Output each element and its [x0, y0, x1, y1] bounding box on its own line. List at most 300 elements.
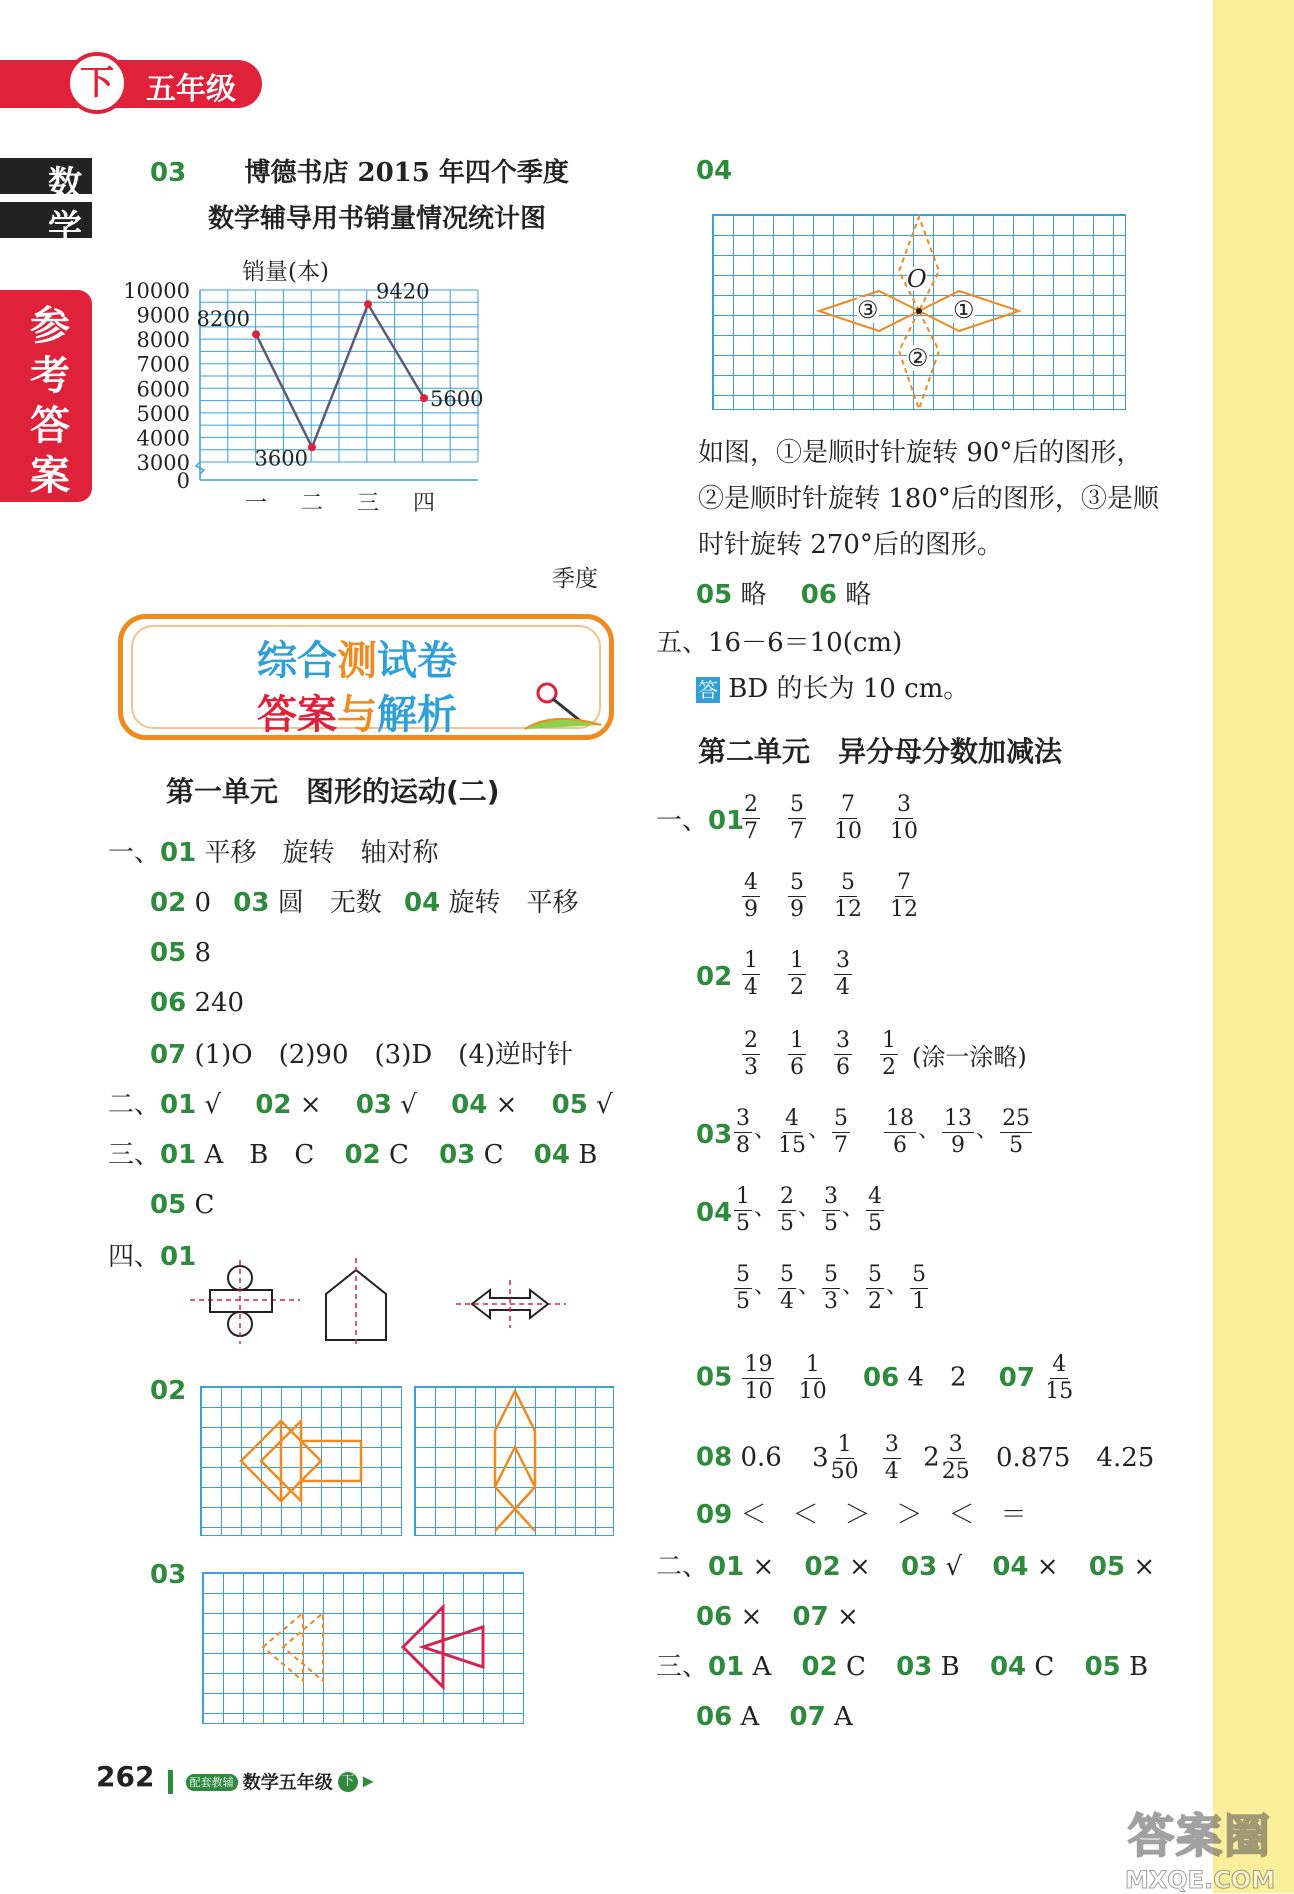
fraction-denominator: 3 — [824, 1289, 839, 1314]
question-number: 01 — [160, 838, 197, 868]
banner-text: 解析 — [377, 692, 457, 738]
fraction-numerator: 2 — [744, 792, 758, 817]
fraction — [880, 1028, 898, 1081]
question-number: 04 — [696, 156, 733, 186]
footer-badge: 配套教辅 — [186, 1774, 238, 1791]
fraction-denominator: 5 — [736, 1211, 750, 1236]
question-number: 04 — [989, 1652, 1027, 1682]
fraction — [834, 792, 862, 845]
question-number: 06 — [696, 1702, 733, 1732]
fraction-denominator: 50 — [830, 1459, 859, 1484]
answer-mark: × — [836, 1602, 859, 1632]
answer-text: 略 — [740, 580, 767, 610]
u2-q04-row2 — [732, 1262, 930, 1315]
answer-text: 略 — [845, 580, 872, 610]
question-number: 03 — [150, 1560, 187, 1590]
explain-line3: 时针旋转 270°后的图形。 — [698, 530, 1003, 560]
u2-q08 — [696, 1432, 1154, 1485]
fraction-numerator: 25 — [1002, 1106, 1031, 1131]
fraction-denominator: 6 — [893, 1133, 908, 1158]
fraction-denominator: 7 — [834, 1133, 849, 1158]
answer-mark: × — [752, 1552, 775, 1582]
question-number: 07 — [789, 1702, 826, 1732]
side-tab-char: 考 — [30, 352, 70, 399]
answer-text: BD 的长为 10 cm。 — [728, 674, 970, 704]
y-tick-label: 3000 — [136, 451, 190, 475]
side-tab-char: 学 — [48, 208, 82, 248]
answer-text: B — [578, 1140, 598, 1170]
answer-note: (涂一涂略) — [912, 1043, 1027, 1071]
symmetry-figures — [190, 1258, 570, 1348]
u2-q01-row1 — [728, 792, 932, 845]
section-label: 一、 — [656, 806, 709, 836]
fraction-numerator: 5 — [912, 1262, 927, 1287]
fraction-numerator: 1 — [837, 1432, 852, 1457]
question-number: 03 — [439, 1140, 476, 1170]
section-label: 三、 — [108, 1140, 161, 1170]
side-tab-char: 案 — [30, 452, 70, 499]
u1-s1-q05 — [150, 936, 211, 970]
answer-text: 16－6＝10(cm) — [708, 628, 903, 658]
line-chart — [123, 250, 630, 600]
answer-text: 0.875 4.25 — [995, 1442, 1155, 1473]
x-tick-label: 二 — [300, 491, 324, 516]
rotation-label-2: ② — [907, 344, 929, 372]
question-number: 03 — [355, 1090, 393, 1120]
question-number: 04 — [992, 1552, 1029, 1582]
question-number: 03 — [696, 1120, 733, 1150]
fraction-denominator: 4 — [836, 975, 850, 1000]
banner-line1 — [257, 629, 457, 686]
fraction — [884, 1106, 916, 1159]
mixed-whole: 2 — [923, 1442, 940, 1473]
question-number: 04 — [696, 1198, 733, 1228]
answer-mark: × — [848, 1552, 871, 1582]
banner-text: 答案 — [257, 692, 337, 738]
r-q04 — [696, 154, 732, 188]
section-label: 二、 — [656, 1552, 709, 1582]
question-number: 04 — [533, 1140, 570, 1170]
fraction-numerator: 1 — [882, 1028, 896, 1053]
fraction-denominator: 2 — [790, 975, 804, 1000]
u2-q04-label — [696, 1196, 732, 1230]
u1-s1-q06 — [150, 986, 244, 1020]
y-tick-label: 6000 — [136, 377, 190, 402]
answer-mark: √ — [204, 1090, 222, 1120]
fraction-numerator: 5 — [824, 1262, 839, 1287]
fraction-separator: 、 — [976, 1118, 999, 1143]
fraction-denominator: 2 — [882, 1055, 896, 1080]
y-tick-label: 5000 — [136, 401, 190, 426]
u1-s1-q02-04 — [150, 886, 578, 920]
fraction-denominator: 5 — [868, 1211, 883, 1236]
answer-text: 0.6 — [740, 1442, 782, 1473]
fraction-separator: 、 — [798, 1196, 821, 1221]
fraction-group — [882, 1106, 1034, 1158]
data-point — [308, 443, 316, 451]
answer-mark: √ — [400, 1090, 417, 1120]
fraction-numerator: 13 — [944, 1106, 973, 1131]
fraction-denominator: 3 — [744, 1055, 758, 1080]
answer-mark: × — [1036, 1552, 1059, 1582]
u2-s3-row1 — [656, 1650, 1148, 1684]
data-label: 3600 — [254, 446, 308, 471]
r-answer — [696, 672, 969, 706]
chart-xlabel: 季度 — [552, 566, 598, 592]
fraction — [890, 792, 918, 845]
fraction-numerator: 4 — [744, 870, 758, 895]
fraction-separator: 、 — [798, 1274, 821, 1299]
answer-text: 圆 无数 — [277, 888, 382, 918]
question-number: 04 — [451, 1090, 488, 1120]
magnifier-icon — [523, 679, 603, 733]
side-tab-char: 数 — [48, 164, 82, 204]
fraction-numerator: 18 — [886, 1106, 915, 1131]
u1-s2 — [108, 1088, 613, 1122]
fraction-denominator: 1 — [912, 1289, 927, 1314]
u1-s4-q02 — [150, 1374, 186, 1408]
data-label: 5600 — [430, 387, 484, 412]
answer-text: ＜ ＜ ＞ ＞ ＜ ＝ — [740, 1500, 1027, 1530]
grid-q03 — [202, 1572, 524, 1724]
fraction — [910, 1262, 928, 1315]
y-tick-label: 7000 — [136, 352, 190, 377]
side-tab-char: 参 — [30, 302, 70, 349]
data-point — [364, 300, 372, 308]
fraction-separator: 、 — [754, 1274, 777, 1299]
u1-s3 — [108, 1138, 597, 1172]
answer-text: A — [740, 1702, 760, 1732]
fraction-numerator: 2 — [744, 1028, 758, 1053]
fraction-denominator: 12 — [890, 897, 918, 922]
fraction — [734, 1262, 752, 1315]
fraction-denominator: 6 — [790, 1055, 804, 1080]
question-number: 01 — [160, 1090, 197, 1120]
u1-s1-q07 — [150, 1038, 573, 1072]
rotation-label-1: ① — [953, 296, 975, 324]
grade-label: 五年级 — [146, 72, 236, 107]
unit2-title: 第二单元 异分母分数加减法 — [698, 735, 1063, 768]
u1-s3-q05 — [150, 1188, 214, 1222]
data-point — [420, 394, 428, 402]
fraction — [1000, 1106, 1032, 1159]
x-tick-label: 四 — [412, 491, 436, 516]
fraction — [778, 1106, 806, 1159]
answer-text: C — [194, 1190, 215, 1220]
chart-ylabel: 销量(本) — [242, 259, 329, 285]
page-edge-strip — [1213, 0, 1294, 1893]
question-number: 05 — [696, 1362, 733, 1393]
question-number: 05 — [150, 938, 187, 968]
u2-q01-row2 — [728, 870, 932, 923]
data-point — [252, 330, 260, 338]
fraction — [890, 870, 918, 923]
fraction — [742, 792, 760, 845]
question-number: 06 — [150, 988, 187, 1018]
fraction-separator: 、 — [886, 1274, 909, 1299]
test-banner — [118, 614, 614, 740]
fraction-denominator: 10 — [890, 819, 918, 844]
section-label: 五、 — [656, 628, 709, 658]
fraction — [866, 1184, 884, 1237]
answer-text: C — [483, 1140, 504, 1170]
answer-text: A — [833, 1702, 853, 1732]
unit1-title: 第一单元 图形的运动(二) — [166, 775, 500, 808]
fraction — [778, 1184, 796, 1237]
question-number: 02 — [804, 1552, 841, 1582]
answer-text: 旋转 平移 — [448, 888, 579, 918]
question-number: 07 — [792, 1602, 829, 1632]
banner-text: 测 — [337, 638, 377, 684]
fraction — [742, 870, 760, 923]
grade-badge: 下 — [80, 63, 114, 103]
fraction-denominator: 6 — [836, 1055, 850, 1080]
question-number: 08 — [696, 1442, 733, 1473]
banner-text: 综合 — [257, 638, 337, 684]
fraction-numerator: 5 — [868, 1262, 883, 1287]
fraction-numerator: 19 — [744, 1352, 773, 1377]
u2-s3-row2 — [696, 1700, 853, 1734]
question-number: 09 — [696, 1500, 733, 1530]
answer-text: A B C — [204, 1140, 315, 1170]
fraction-separator: 、 — [754, 1118, 777, 1143]
x-tick-label: 一 — [244, 491, 268, 516]
fraction-denominator: 15 — [778, 1133, 807, 1158]
u2-q03-row — [732, 1106, 1034, 1159]
answer-text: 240 — [194, 988, 245, 1018]
fraction — [822, 1262, 840, 1315]
answer-text: 4 2 — [907, 1362, 967, 1393]
question-number: 03 — [150, 158, 187, 188]
y-tick-label: 9000 — [136, 303, 190, 328]
fraction — [834, 948, 852, 1001]
question-number: 02 — [344, 1140, 381, 1170]
fraction — [832, 1106, 850, 1159]
question-number: 02 — [150, 888, 187, 918]
fraction-numerator: 7 — [841, 792, 855, 817]
fraction — [942, 1106, 974, 1159]
question-number: 01 — [160, 1242, 197, 1272]
u2-q02-label — [696, 960, 732, 994]
fraction-denominator: 4 — [780, 1289, 795, 1314]
fraction-numerator: 1 — [790, 1028, 804, 1053]
fraction — [788, 1028, 806, 1081]
fraction-denominator: 25 — [941, 1459, 970, 1484]
fraction-numerator: 3 — [897, 792, 911, 817]
rotation-center-label: O — [907, 265, 927, 293]
fraction-numerator: 1 — [790, 948, 804, 973]
mixed-whole: 3 — [812, 1442, 829, 1473]
answer-text: 平移 旋转 轴对称 — [204, 838, 439, 868]
footer-circle: 下 — [338, 1772, 358, 1792]
fraction-denominator: 9 — [744, 897, 758, 922]
fraction-numerator: 5 — [780, 1262, 795, 1287]
u2-q02-row1 — [728, 948, 866, 1001]
fraction-numerator: 3 — [736, 1106, 750, 1131]
page-footer — [96, 1760, 374, 1795]
fraction-separator: 、 — [842, 1196, 865, 1221]
fraction-denominator: 10 — [744, 1379, 773, 1404]
side-tab-answers — [0, 290, 92, 502]
fraction-denominator: 9 — [951, 1133, 966, 1158]
banner-line2 — [257, 683, 457, 740]
fraction-separator: 、 — [808, 1118, 831, 1143]
fraction-denominator: 4 — [884, 1459, 899, 1484]
fraction-denominator: 5 — [736, 1289, 750, 1314]
fraction — [734, 1184, 752, 1237]
fraction — [788, 948, 806, 1001]
question-number: 06 — [800, 580, 837, 610]
fraction-numerator: 5 — [790, 792, 804, 817]
fraction-group — [732, 1106, 852, 1158]
fraction — [742, 1028, 760, 1081]
fraction-numerator: 3 — [836, 948, 850, 973]
u1-s4-q03 — [150, 1558, 186, 1592]
fraction — [834, 870, 862, 923]
question-number: 02 — [150, 1376, 187, 1406]
answer-text: (1)O (2)90 (3)D (4)逆时针 — [194, 1040, 574, 1070]
fraction-denominator: 10 — [834, 819, 862, 844]
question-number: 07 — [150, 1040, 187, 1070]
section-label: 三、 — [656, 1652, 709, 1682]
answer-mark: × — [495, 1090, 518, 1120]
grid-rotation — [712, 214, 1126, 410]
answer-mark: × — [1133, 1552, 1156, 1582]
answer-mark: × — [740, 1602, 763, 1632]
question-number: 03 — [896, 1652, 933, 1682]
fraction-separator: 、 — [842, 1274, 865, 1299]
question-number: 05 — [1088, 1552, 1126, 1582]
answer-text: B — [940, 1652, 960, 1682]
fraction-numerator: 4 — [1052, 1352, 1067, 1377]
fraction-denominator: 15 — [1045, 1379, 1074, 1404]
answer-text: A — [752, 1652, 772, 1682]
question-number: 02 — [696, 962, 733, 992]
watermark — [1110, 1800, 1290, 1894]
question-number: 06 — [862, 1362, 900, 1393]
question-number: 01 — [708, 1652, 745, 1682]
answer-text: 8 — [194, 938, 211, 968]
question-number: 02 — [255, 1090, 292, 1120]
section-label: 二、 — [108, 1090, 161, 1120]
question-number: 06 — [696, 1602, 733, 1632]
fraction-numerator: 5 — [834, 1106, 849, 1131]
fraction-numerator: 3 — [836, 1028, 850, 1053]
fraction — [788, 870, 806, 923]
watermark-url: MXQE.COM — [1124, 1866, 1276, 1894]
grade-header — [0, 52, 262, 120]
arrow-icon: ▶ — [362, 1773, 374, 1790]
rotation-label-3: ③ — [857, 296, 879, 324]
question-number: 05 — [1084, 1652, 1121, 1682]
u2-s2-row2 — [696, 1600, 859, 1634]
u1-s1-q01 — [108, 836, 438, 870]
question-number: 02 — [801, 1652, 838, 1682]
fraction-denominator: 5 — [780, 1211, 795, 1236]
fraction-numerator: 4 — [785, 1106, 800, 1131]
fraction-numerator: 5 — [736, 1262, 750, 1287]
question-number: 04 — [404, 888, 441, 918]
fraction-denominator: 10 — [798, 1379, 827, 1404]
fraction-numerator: 1 — [805, 1352, 820, 1377]
section-label: 一、 — [108, 838, 161, 868]
fraction-separator: 、 — [918, 1118, 941, 1143]
fraction — [778, 1262, 796, 1315]
y-tick-label: 4000 — [136, 426, 190, 451]
u2-q04-row1 — [732, 1184, 886, 1237]
fraction-numerator: 3 — [824, 1184, 839, 1209]
answer-text: C — [845, 1652, 866, 1682]
y-tick-label: 8000 — [136, 328, 190, 353]
banner-text: 与 — [337, 692, 377, 738]
fraction-numerator: 1 — [744, 948, 758, 973]
fraction-numerator: 4 — [868, 1184, 883, 1209]
grid-q02-left — [200, 1386, 402, 1536]
answer-text: C — [1034, 1652, 1055, 1682]
fraction — [742, 948, 760, 1001]
question-number: 01 — [708, 1552, 745, 1582]
question-number: 01 — [708, 806, 745, 836]
fraction-numerator: 2 — [780, 1184, 795, 1209]
section-label: 四、 — [108, 1242, 161, 1272]
fraction-numerator: 1 — [736, 1184, 750, 1209]
fraction — [834, 1028, 852, 1081]
question-number: 05 — [150, 1190, 187, 1220]
r-s5 — [656, 626, 902, 660]
answer-badge: 答 — [698, 678, 718, 702]
fraction-denominator: 5 — [1009, 1133, 1024, 1158]
fraction — [734, 1106, 752, 1159]
data-label: 9420 — [376, 279, 430, 304]
u2-q02-row2 — [728, 1028, 1027, 1081]
fraction — [822, 1184, 840, 1237]
chart-title-line2: 数学辅导用书销量情况统计图 — [208, 204, 547, 234]
fraction — [866, 1262, 884, 1315]
fraction-separator: 、 — [754, 1196, 777, 1221]
u2-q05-07 — [696, 1352, 1075, 1405]
question-number: 05 — [551, 1090, 588, 1120]
fraction-denominator: 2 — [868, 1289, 883, 1314]
data-label: 8200 — [196, 307, 250, 332]
answer-text: 0 — [194, 888, 211, 918]
question-number: 01 — [160, 1140, 197, 1170]
grid-q02-right — [414, 1386, 614, 1536]
answer-mark: √ — [945, 1552, 963, 1582]
fraction-numerator: 5 — [790, 870, 804, 895]
q03-title-row — [150, 156, 569, 190]
question-number: 03 — [901, 1552, 938, 1582]
fraction — [788, 792, 806, 845]
answer-text: C — [388, 1140, 409, 1170]
fraction-denominator: 4 — [744, 975, 758, 1000]
fraction-denominator: 5 — [824, 1211, 839, 1236]
question-number: 05 — [696, 580, 733, 610]
u1-s4-q01 — [108, 1240, 196, 1274]
chart-title-line1: 博德书店 2015 年四个季度 — [244, 158, 569, 188]
footer-book: 数学五年级 — [242, 1772, 333, 1794]
fraction-denominator: 7 — [744, 819, 758, 844]
answer-text: B — [1129, 1652, 1149, 1682]
u2-q09 — [696, 1498, 1026, 1532]
side-tab-char: 答 — [30, 402, 70, 449]
y-tick-label: 0 — [176, 469, 190, 493]
fraction-denominator: 12 — [834, 897, 862, 922]
fraction-denominator: 9 — [790, 897, 804, 922]
fraction-numerator: 3 — [884, 1432, 899, 1457]
explain-line1: 如图，①是顺时针旋转 90°后的图形， — [698, 438, 1143, 468]
y-tick-label: 10000 — [123, 279, 190, 303]
watermark-logo: 答案圈 — [1128, 1809, 1272, 1863]
